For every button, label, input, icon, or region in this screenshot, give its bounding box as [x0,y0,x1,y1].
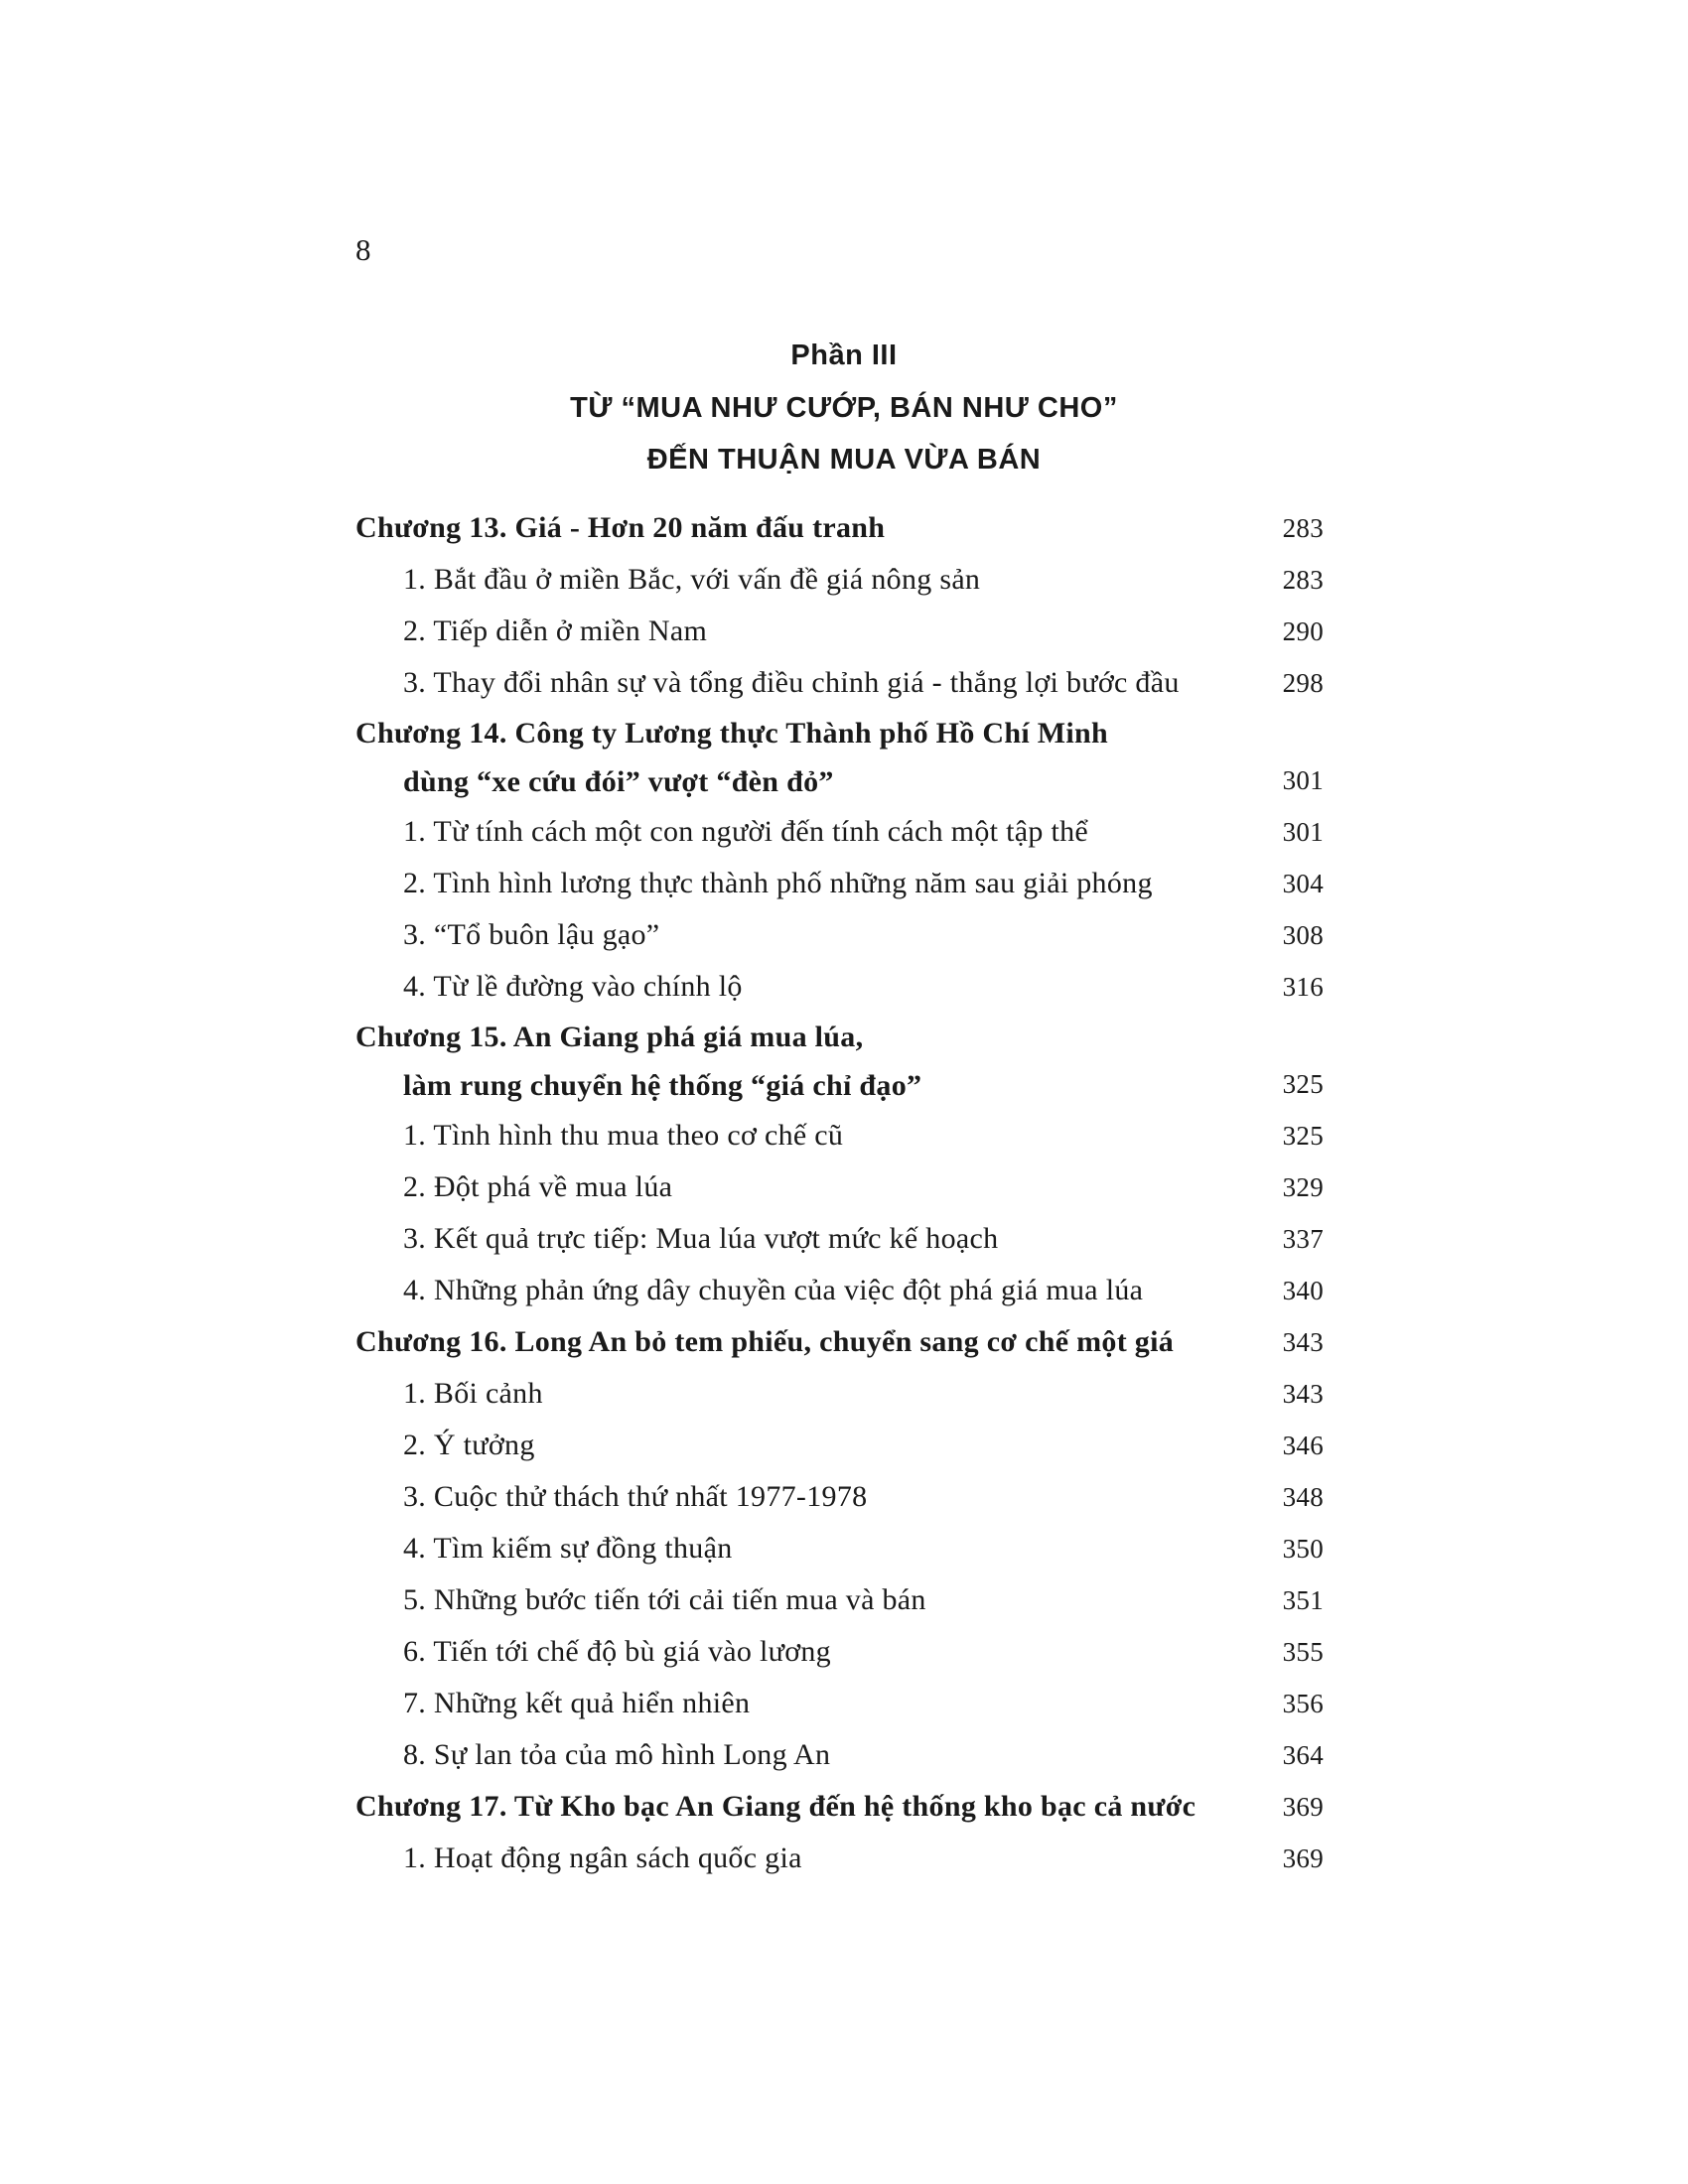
toc-chapter-title: Chương 13. Giá - Hơn 20 năm đấu tranh [355,511,886,544]
toc-page-number: 350 [1282,1534,1324,1564]
toc-page-number: 346 [1282,1431,1324,1460]
toc-section [355,1523,1324,1574]
toc-section-title: 3. Thay đổi nhân sự và tổng điều chỉnh giá - thắng lợi bước đầu [403,666,1180,699]
toc-page-number: 355 [1282,1637,1324,1667]
toc-section [355,1574,1324,1626]
toc-section-title: 4. Từ lề đường vào chính lộ [403,970,743,1003]
toc-chapter-16 [355,1316,1324,1368]
part-title-line-2: ĐẾN THUẬN MUA VỪA BÁN [646,444,1042,476]
toc-section [355,1471,1324,1523]
toc-section [355,1213,1324,1265]
toc-page-number: 304 [1282,869,1324,898]
toc-section-title: 5. Những bước tiến tới cải tiến mua và bán [403,1583,926,1616]
toc-chapter-title-line-2: làm rung chuyển hệ thống “giá chỉ đạo” [403,1069,922,1102]
toc-page-number: 348 [1282,1482,1324,1512]
toc-section-title: 1. Hoạt động ngân sách quốc gia [403,1842,802,1874]
toc-chapter-title: Chương 17. Từ Kho bạc An Giang đến hệ thống kho bạc cả nước [355,1790,1196,1823]
toc-page-number: 351 [1282,1585,1324,1615]
toc-section [355,1626,1324,1678]
toc-section-title: 6. Tiến tới chế độ bù giá vào lương [403,1635,831,1668]
toc-section-title: 2. Tiếp diễn ở miền Nam [403,614,708,647]
toc-section-title: 8. Sự lan tỏa của mô hình Long An [403,1738,831,1771]
toc-section [355,909,1324,961]
toc-section [355,858,1324,909]
toc-section [355,1833,1324,1884]
toc-chapter-title-line-2: dùng “xe cứu đói” vượt “đèn đỏ” [403,765,834,798]
toc-page-number: 283 [1282,565,1324,595]
toc-section-title: 4. Những phản ứng dây chuyền của việc đột phá giá mua lúa [403,1274,1144,1306]
toc-chapter-title-line-1: Chương 15. An Giang phá giá mua lúa, [355,1021,864,1053]
toc-section [355,1110,1324,1161]
toc-page-number: 364 [1282,1740,1324,1770]
toc-section [355,961,1324,1013]
toc-chapter-17 [355,1781,1324,1833]
toc-chapter-title: Chương 16. Long An bỏ tem phiếu, chuyển sang cơ chế một giá [355,1325,1175,1358]
toc-page-number: 329 [1282,1172,1324,1202]
toc-section [355,1420,1324,1471]
toc-section-title: 1. Bắt đầu ở miền Bắc, với vấn đề giá nông sản [403,563,981,596]
toc-section-title: 2. Đột phá về mua lúa [403,1170,673,1203]
toc-section-title: 7. Những kết quả hiển nhiên [403,1687,751,1719]
toc-page-number: 290 [1282,616,1324,646]
toc-page-number: 325 [1282,1121,1324,1151]
toc-section [355,1729,1324,1781]
toc-section-title: 3. Cuộc thử thách thứ nhất 1977-1978 [403,1480,868,1513]
toc-section [355,806,1324,858]
toc-chapter-13 [355,502,1324,554]
toc-page-number: 340 [1282,1276,1324,1305]
toc-section-title: 4. Tìm kiếm sự đồng thuận [403,1532,733,1565]
toc-section-title: 2. Tình hình lương thực thành phố những năm sau giải phóng [403,867,1153,899]
toc-page-number: 308 [1282,920,1324,950]
toc-page-number: 325 [1282,1069,1324,1099]
toc-page-number: 316 [1282,972,1324,1002]
toc-section-title: 1. Từ tính cách một con người đến tính cách một tập thể [403,815,1089,848]
toc-section [355,1678,1324,1729]
toc-section [355,657,1324,709]
toc-section [355,1161,1324,1213]
toc-page-number: 369 [1282,1792,1324,1822]
toc-page-number: 337 [1282,1224,1324,1254]
toc-section [355,606,1324,657]
toc-chapter-14 [355,709,1324,806]
table-of-contents [355,502,1324,1884]
toc-section-title: 1. Tình hình thu mua theo cơ chế cũ [403,1119,844,1152]
toc-section-title: 3. Kết quả trực tiếp: Mua lúa vượt mức kế hoạch [403,1222,999,1255]
toc-section [355,554,1324,606]
part-title-line-1: TỪ “MUA NHƯ CƯỚP, BÁN NHƯ CHO” [570,392,1118,424]
toc-page-number: 343 [1282,1327,1324,1357]
toc-section-title: 1. Bối cảnh [403,1377,543,1410]
toc-page-number: 369 [1282,1843,1324,1873]
toc-page-number: 283 [1282,513,1324,543]
toc-page-number: 301 [1282,817,1324,847]
toc-section [355,1265,1324,1316]
toc-page-number: 301 [1282,765,1324,795]
toc-chapter-15 [355,1013,1324,1110]
toc-page-number: 356 [1282,1689,1324,1718]
toc-section-title: 2. Ý tưởng [403,1429,535,1461]
toc-page-number: 343 [1282,1379,1324,1409]
toc-section [355,1368,1324,1420]
page-number: 8 [355,232,371,267]
toc-section-title: 3. “Tổ buôn lậu gạo” [403,918,660,951]
part-label: Phần III [790,340,898,371]
toc-page-number: 298 [1282,668,1324,698]
toc-chapter-title-line-1: Chương 14. Công ty Lương thực Thành phố Hồ Chí Minh [355,717,1109,750]
